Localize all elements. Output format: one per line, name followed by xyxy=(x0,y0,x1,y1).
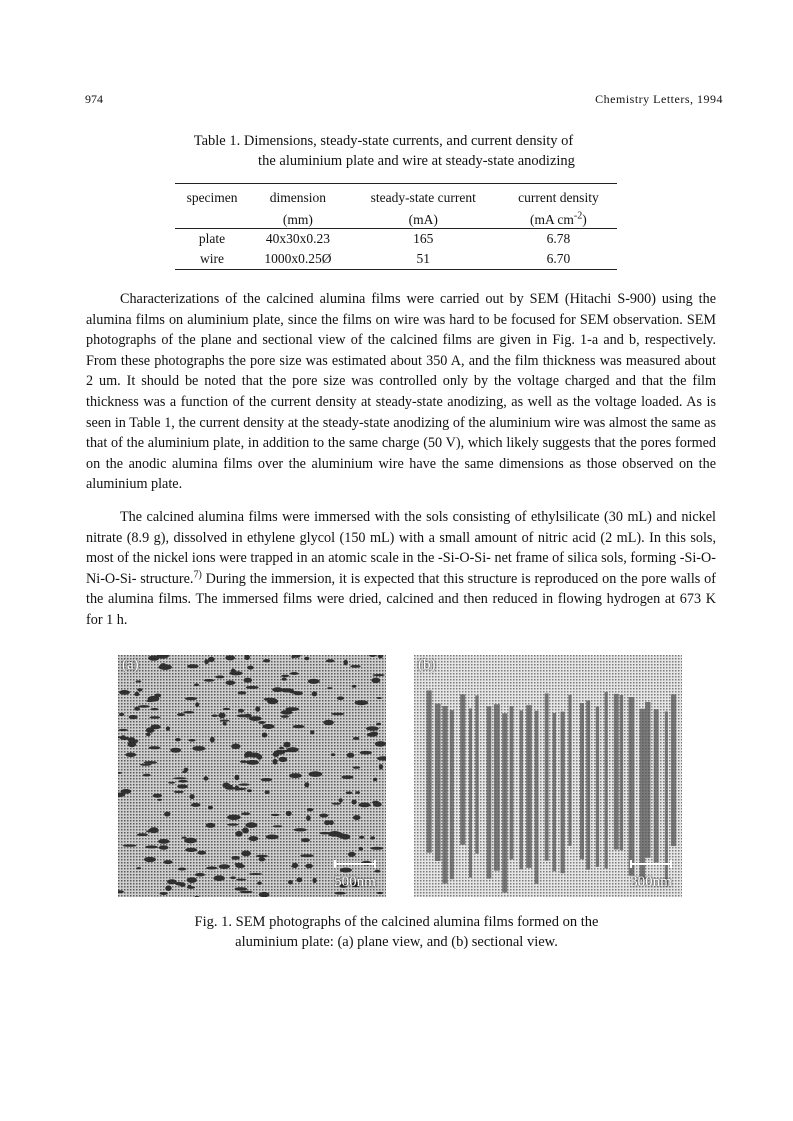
col-header-current: steady-state current xyxy=(370,190,476,205)
table-caption-line1: Table 1. Dimensions, steady-state currents, and current density of xyxy=(193,133,574,149)
table-caption-line2: the aluminium plate and wire at steady-state anodizing xyxy=(258,153,575,169)
figure-caption-line1: Fig. 1. SEM photographs of the calcined alumina films formed on the xyxy=(194,914,599,930)
figure-caption-line2: aluminium plate: (a) plane view, and (b) sectional view. xyxy=(235,934,558,950)
cell-current: 165 xyxy=(413,231,434,246)
dimensions-table xyxy=(175,183,617,270)
col-unit-specimen xyxy=(175,206,249,229)
col-unit-dimension: (mm) xyxy=(282,212,313,227)
col-header-dimension: dimension xyxy=(269,190,327,205)
panel-a-label: (a) xyxy=(122,657,139,673)
paragraph-immersion: The calcined alumina films were immersed with the sols consisting of ethylsilicate (30 mL) and nickel nitrate (8.9 g), dissolved in ethylene glycol (150 mL) with a small amount of nitric acid (2 mL). In this sols, most of the nickel ions were trapped in an atomic scale in the -Si-O-Si- net frame of silica sols, forming -Si-O-Ni-O-Si- structure.$^{7)}$ During the immersion, it is expected that this structure is reproduced on the pore walls of the alumina films. The immersed films were dried, calcined and then reduced in flowing hydrogen at 673 K for 1 h. xyxy=(86,509,716,628)
sem-photo-plane-view xyxy=(118,655,386,897)
table-unit-row xyxy=(175,206,617,229)
cell-dimension: 40x30x0.23 xyxy=(265,231,330,246)
paragraph-characterization: Characterizations of the calcined alumina films were carried out by SEM (Hitachi S-900) using the alumina films on aluminium plate, since the films on wire was hard to be focused for SEM observation. SEM photographs of the plane and sectional view of the calcined films are given in Fig. 1-a and b, respectively. From these photographs the pore size was estimated about 350 A, and the film thickness was measured about 2 um. It should be noted that the pore size was controlled only by the voltage charged and that the film thickness was a function of the current density at steady-state anodizing, as well as the voltage loaded. As is seen in Table 1, the current density at the steady-state anodizing of the aluminium wire was almost the same as that of the aluminium plate, in addition to the same charge (50 V), which likely suggests that the pores formed on the anodic alumina films over the aluminium wire have the same dimensions as those observed on the aluminium plate. xyxy=(86,291,716,493)
scale-bar-a: 500nm xyxy=(334,860,376,891)
figure-caption xyxy=(0,912,793,952)
cell-specimen: wire xyxy=(200,251,225,266)
cell-density: 6.78 xyxy=(546,231,571,246)
table-row xyxy=(175,249,617,270)
table-row xyxy=(175,229,617,250)
cell-specimen: plate xyxy=(198,231,226,246)
col-unit-current: (mA) xyxy=(408,212,438,227)
cell-density: 6.70 xyxy=(546,251,571,266)
page-number: 974 xyxy=(85,92,103,106)
col-header-specimen: specimen xyxy=(186,190,238,205)
cell-current: 51 xyxy=(416,251,430,266)
reference-7: 7) xyxy=(193,569,202,581)
table-caption xyxy=(0,131,793,171)
sem-photo-sectional-view xyxy=(414,655,682,897)
scale-bar-b: 300nm xyxy=(630,860,672,891)
journal-header: Chemistry Letters, 1994 xyxy=(595,92,723,106)
col-unit-density: (mA $cm^{-2}$) xyxy=(530,210,587,227)
table-header-row xyxy=(175,184,617,207)
cell-dimension: 1000x0.25Ø xyxy=(264,251,332,266)
col-header-density: current density xyxy=(518,190,599,205)
panel-b-label: (b) xyxy=(418,657,436,673)
